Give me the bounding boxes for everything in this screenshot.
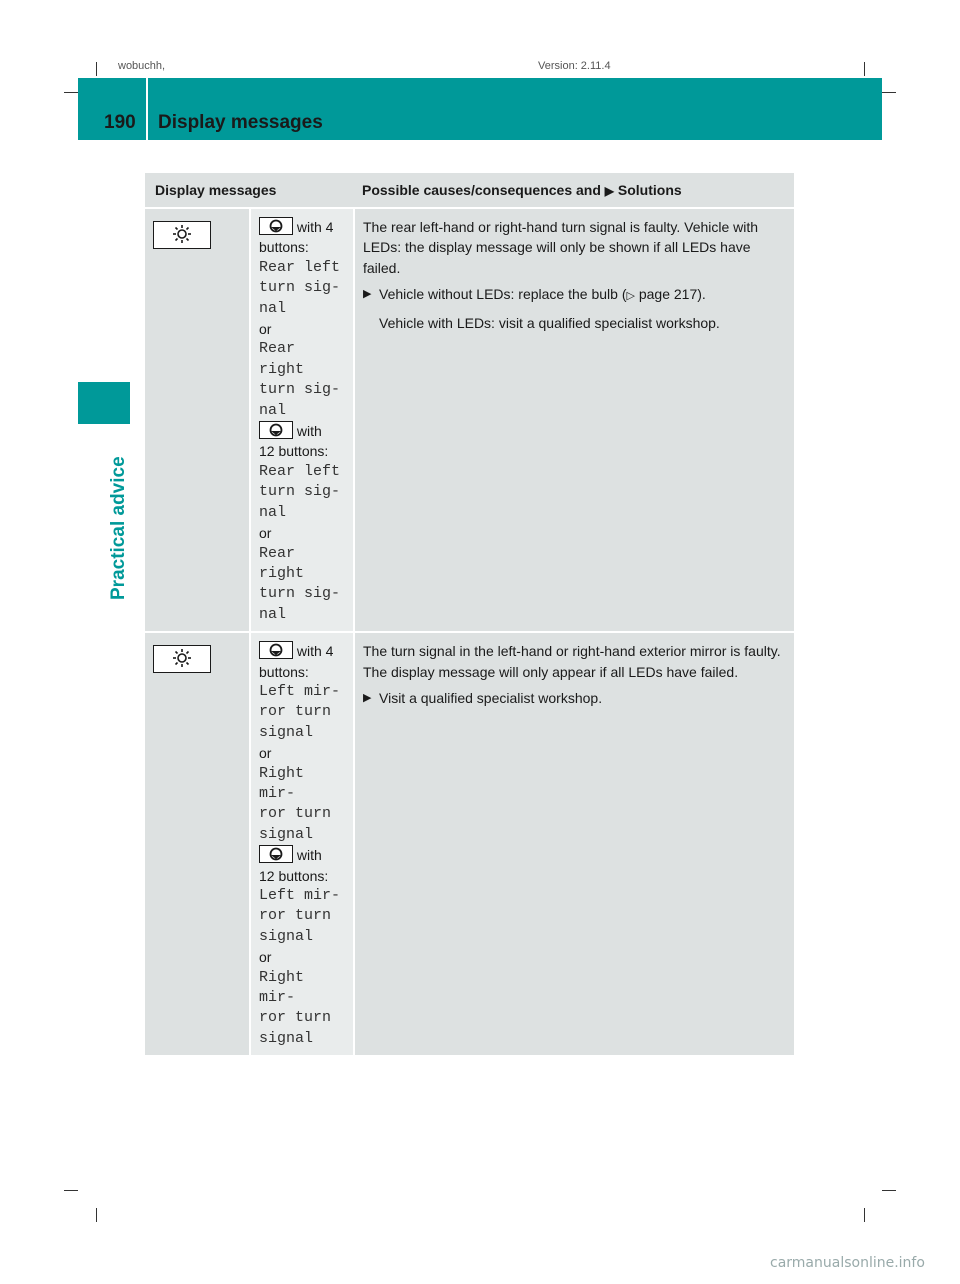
crop-mark	[882, 92, 896, 93]
crop-mark	[64, 1190, 78, 1191]
message-line: Right mir-	[259, 968, 305, 1007]
crop-mark	[882, 1190, 896, 1191]
display-icon-cell	[145, 632, 250, 1055]
message-line: signal	[259, 1029, 314, 1047]
message-text-cell	[250, 208, 354, 632]
header-divider	[146, 78, 148, 140]
buttons-label: buttons:	[259, 239, 309, 256]
solution-step: ▶ Visit a qualified specialist workshop.	[363, 688, 788, 708]
message-line: turn sig-	[259, 381, 341, 399]
page-number: 190	[104, 112, 136, 133]
cause-text: The turn signal in the left-hand or right-hand exterior mirror is faulty. The display message will only appear if all LEDs have failed.	[363, 643, 781, 680]
with-label: with	[296, 847, 322, 864]
turn-signal-lamp-icon	[153, 645, 211, 673]
or-label: or	[259, 321, 272, 338]
top-left-fragment: wobuchh,	[118, 60, 166, 72]
message-line: Rear left	[259, 258, 341, 276]
message-line: turn sig-	[259, 585, 341, 603]
with-label: with	[296, 423, 322, 440]
side-tab	[78, 382, 130, 424]
display-icon-cell	[145, 208, 250, 632]
buttons-label: 12 buttons:	[259, 867, 329, 884]
message-line: signal	[259, 825, 314, 843]
table-row	[145, 632, 794, 1055]
cause-text: The rear left-hand or right-hand turn signal is faulty. Vehicle with LEDs: the display message will only be shown if all LEDs have failed.	[363, 219, 759, 276]
solution-arrow-icon: ▶	[363, 691, 372, 704]
crop-mark	[96, 1208, 97, 1222]
message-line: signal	[259, 927, 314, 945]
page-ref-arrow-icon: ▷	[626, 290, 635, 303]
section-title: Display messages	[158, 112, 323, 133]
turn-signal-lamp-icon	[153, 221, 211, 249]
or-label: or	[259, 745, 272, 762]
table-row	[145, 208, 794, 632]
message-line: nal	[259, 503, 287, 521]
side-label: Practical advice	[108, 456, 129, 600]
crop-mark	[64, 92, 78, 93]
top-right-fragment: Version: 2.11.4	[538, 60, 611, 72]
message-line: Left mir-	[259, 887, 341, 904]
solution-arrow-icon: ▶	[604, 184, 615, 198]
buttons-label: 12 buttons:	[259, 443, 329, 460]
crop-mark	[864, 1208, 865, 1222]
col-header-display-messages: Display messages	[145, 173, 354, 208]
message-line: turn sig-	[259, 279, 341, 297]
message-line: ror turn	[259, 907, 332, 925]
buttons-label: buttons:	[259, 663, 309, 680]
causes-solutions-cell	[354, 632, 794, 1055]
causes-solutions-cell	[354, 208, 794, 632]
with-4-label: with 4	[296, 643, 334, 660]
message-text-cell	[250, 632, 354, 1055]
crop-mark	[96, 62, 97, 76]
crop-mark	[864, 62, 865, 76]
message-line: turn sig-	[259, 483, 341, 501]
solution-continuation: Vehicle with LEDs: visit a qualified specialist workshop.	[379, 314, 720, 331]
steering-wheel-icon	[259, 641, 293, 659]
col-header-causes: Possible causes/consequences and ▶ Solutions	[354, 173, 794, 208]
message-line: Right mir-	[259, 764, 305, 802]
steering-wheel-icon	[259, 421, 293, 439]
page-reference[interactable]: page 217).	[638, 286, 706, 303]
message-line: nal	[259, 299, 287, 317]
message-line: nal	[259, 605, 287, 623]
steering-wheel-icon	[259, 217, 293, 235]
solution-arrow-icon: ▶	[363, 288, 372, 301]
steering-wheel-icon	[259, 845, 293, 863]
message-line: ror turn	[259, 703, 332, 721]
message-line: signal	[259, 723, 314, 741]
message-line: Rear right	[259, 340, 305, 378]
solution-step: ▶ Vehicle without LEDs: replace the bulb (▷ page 217).	[363, 284, 788, 306]
display-messages-table	[145, 173, 794, 1055]
message-line: ror turn	[259, 805, 332, 823]
message-line: nal	[259, 401, 287, 419]
message-line: ror turn	[259, 1009, 332, 1027]
message-line: Left mir-	[259, 682, 341, 700]
watermark: carmanualsonline.info	[770, 1255, 925, 1271]
or-label: or	[259, 525, 272, 542]
or-label: or	[259, 949, 272, 966]
with-4-label: with 4	[296, 219, 334, 235]
message-line: Rear left	[259, 462, 341, 480]
message-line: Rear right	[259, 544, 305, 582]
